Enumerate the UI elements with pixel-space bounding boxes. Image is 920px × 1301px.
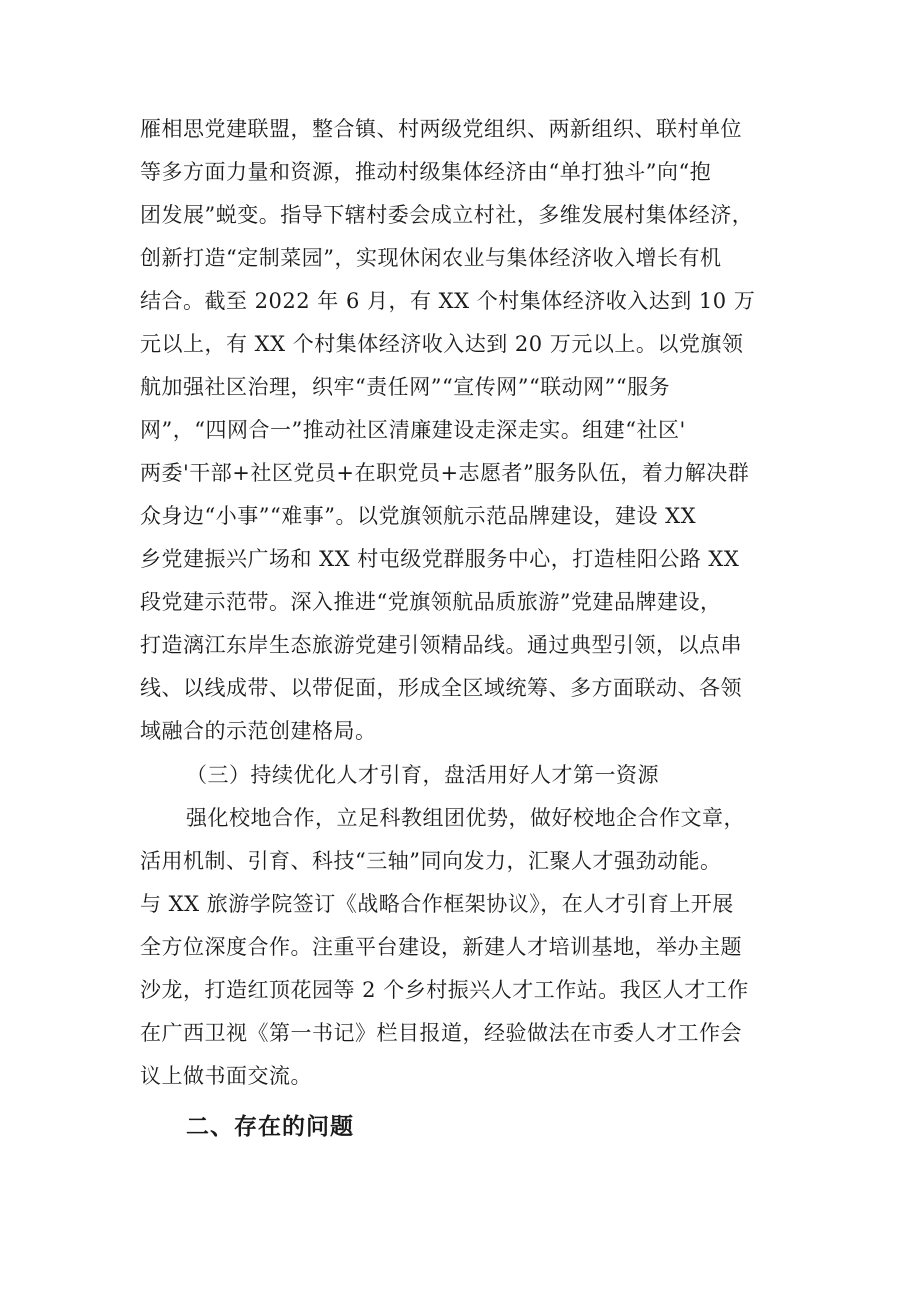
paragraph-2-line-2: 活用机制、引育、科技“三轴”同向发力，汇聚人才强劲动能。 bbox=[140, 849, 722, 873]
paragraph-1-line-8: 网”，“四网合一”推动社区清廉建设走深走实。组建“社区' bbox=[140, 418, 686, 442]
paragraph-2-line-5: 沙龙，打造红顶花园等 2 个乡村振兴人才工作站。我区人才工作 bbox=[140, 978, 749, 1002]
paragraph-1-line-11: 乡党建振兴广场和 XX 村屯级党群服务中心，打造桂阳公路 XX bbox=[140, 547, 740, 571]
paragraph-1-line-1: 雁相思党建联盟，整合镇、村两级党组织、两新组织、联村单位 bbox=[140, 117, 742, 141]
paragraph-1-line-5: 结合。截至 2022 年 6 月，有 XX 个村集体经济收入达到 10 万 bbox=[140, 289, 756, 313]
paragraph-1-line-2: 等多方面力量和资源，推动村级集体经济由“单打独斗”向“抱 bbox=[140, 160, 712, 184]
paragraph-1-line-6: 元以上，有 XX 个村集体经济收入达到 20 万元以上。以党旗领 bbox=[140, 332, 744, 356]
paragraph-1-line-9: 两委'干部+社区党员+在职党员+志愿者”服务队伍，着力解决群 bbox=[140, 461, 750, 485]
paragraph-2-line-4: 全方位深度合作。注重平台建设，新建人才培训基地，举办主题 bbox=[140, 935, 742, 959]
paragraph-1-line-14: 线、以线成带、以带促面，形成全区域统筹、多方面联动、各领 bbox=[140, 676, 742, 700]
paragraph-1-line-12: 段党建示范带。深入推进“党旗领航品质旅游”党建品牌建设， bbox=[140, 590, 722, 614]
paragraph-1-line-7: 航加强社区治理，织牢“责任网”“宣传网”“联动网”“服务 bbox=[140, 375, 671, 399]
paragraph-2-line-1: 强化校地合作，立足科教组团优势，做好校地企合作文章， bbox=[186, 806, 745, 830]
paragraph-1-line-15: 域融合的示范创建格局。 bbox=[140, 719, 377, 743]
paragraph-2-line-7: 议上做书面交流。 bbox=[140, 1064, 312, 1088]
paragraph-2-line-3: 与 XX 旅游学院签订《战略合作框架协议》，在人才引育上开展 bbox=[140, 892, 734, 916]
paragraph-1-line-10: 众身边“小事”“难事”。以党旗领航示范品牌建设，建设 XX bbox=[140, 504, 697, 528]
paragraph-1-line-3: 团发展”蜕变。指导下辖村委会成立村社，多维发展村集体经济， bbox=[140, 203, 754, 227]
paragraph-2-line-6: 在广西卫视《第一书记》栏目报道，经验做法在市委人才工作会 bbox=[140, 1021, 742, 1045]
section-2-heading: 二、存在的问题 bbox=[186, 1114, 354, 1140]
subheading-3: （三）持续优化人才引育，盘活用好人才第一资源 bbox=[186, 763, 659, 787]
paragraph-1-line-13: 打造漓江东岸生态旅游党建引领精品线。通过典型引领，以点串 bbox=[140, 633, 742, 657]
paragraph-1-line-4: 创新打造“定制菜园”，实现休闲农业与集体经济收入增长有机 bbox=[140, 246, 722, 270]
